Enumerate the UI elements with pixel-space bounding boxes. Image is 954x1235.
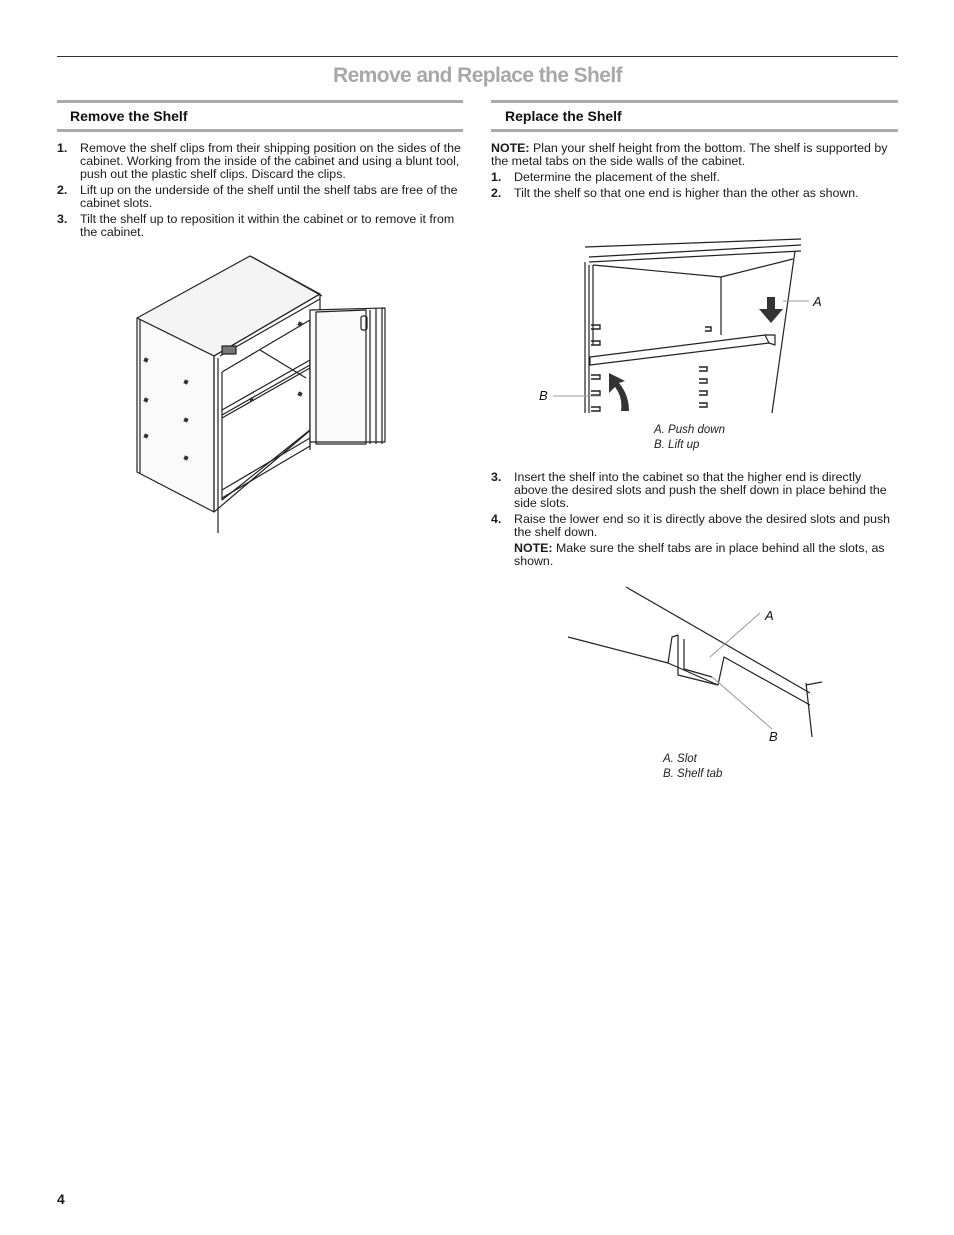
replace-step xyxy=(491,171,898,184)
step-number: 4. xyxy=(491,512,502,526)
push-down-arrow-icon xyxy=(759,297,783,323)
replace-step xyxy=(491,471,898,510)
page-title: Remove and Replace the Shelf xyxy=(333,64,622,87)
step-text: Insert the shelf into the cabinet so that the higher end is directly above the desired slots and push the shelf down in place behind the side slots. xyxy=(514,470,887,510)
remove-shelf-heading: Remove the Shelf xyxy=(70,108,188,124)
note-label: NOTE: xyxy=(514,541,553,555)
step-text: Tilt the shelf up to reposition it within the cabinet or to remove it from the cabinet. xyxy=(80,212,455,239)
remove-shelf-section xyxy=(57,100,463,242)
remove-step xyxy=(57,142,463,181)
note-text: Make sure the shelf tabs are in place behind all the slots, as shown. xyxy=(514,541,885,568)
fig2-caption xyxy=(663,752,722,782)
remove-shelf-header xyxy=(57,100,463,132)
caption-a: A. Push down xyxy=(654,424,725,436)
caption-b: B. Shelf tab xyxy=(663,768,723,780)
callout-a: A xyxy=(813,294,822,309)
step-text: Remove the shelf clips from their shipping position on the sides of the cabinet. Working from the inside of the cabinet and using a blunt tool, push out the plastic shelf clips. Discard the clips. xyxy=(80,141,461,181)
replace-shelf-header xyxy=(491,100,898,132)
caption-b: B. Lift up xyxy=(654,439,700,451)
step-text: Lift up on the underside of the shelf until the shelf tabs are free of the cabinet slots. xyxy=(80,183,458,210)
step-text: Tilt the shelf so that one end is higher than the other as shown. xyxy=(514,186,859,200)
remove-steps-list xyxy=(57,142,463,239)
cabinet-illustration xyxy=(130,250,390,540)
lift-up-arrow-icon xyxy=(609,373,629,411)
callout-b: B xyxy=(539,388,548,403)
replace-note-2 xyxy=(491,542,898,568)
remove-step xyxy=(57,184,463,210)
callout-b: B xyxy=(769,729,778,744)
step-number: 3. xyxy=(57,212,68,226)
step-number: 1. xyxy=(57,141,68,155)
replace-shelf-section xyxy=(491,100,898,203)
replace-steps-list-b xyxy=(491,471,898,539)
remove-step xyxy=(57,213,463,239)
top-rule xyxy=(57,56,898,57)
replace-shelf-heading: Replace the Shelf xyxy=(505,108,622,124)
fig1-caption xyxy=(654,423,725,453)
tilt-shelf-illustration xyxy=(535,235,835,420)
note-label: NOTE: xyxy=(491,141,530,155)
replace-steps-list-a xyxy=(491,171,898,200)
replace-note xyxy=(491,142,898,168)
callout-a: A xyxy=(765,608,774,623)
step-number: 2. xyxy=(491,186,502,200)
step-text: Raise the lower end so it is directly above the desired slots and push the shelf down. xyxy=(514,512,891,539)
page-number: 4 xyxy=(57,1191,65,1207)
replace-step xyxy=(491,513,898,539)
step-number: 3. xyxy=(491,470,502,484)
replace-step xyxy=(491,187,898,200)
step-text: Determine the placement of the shelf. xyxy=(514,170,720,184)
note-text: Plan your shelf height from the bottom. The shelf is supported by the metal tabs on the side walls of the cabinet. xyxy=(491,141,888,168)
step-number: 1. xyxy=(491,170,502,184)
replace-steps-b-block xyxy=(491,471,898,568)
step-number: 2. xyxy=(57,183,68,197)
slot-detail-illustration xyxy=(560,585,830,745)
caption-a: A. Slot xyxy=(663,753,697,765)
